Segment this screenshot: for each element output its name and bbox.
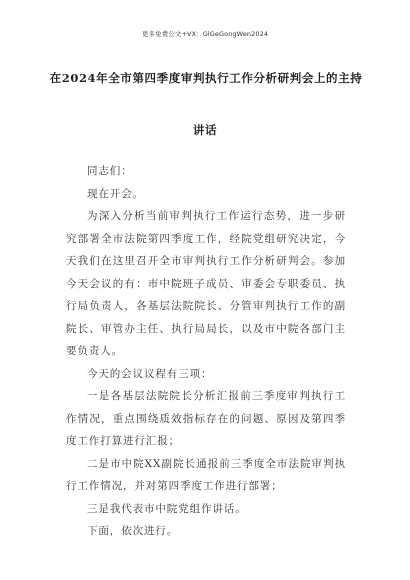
agenda-intro: 今天的会议议程有三项： — [87, 367, 213, 380]
agenda-item-3: 三是我代表市中院党组作讲话。 — [87, 502, 247, 515]
document-title-line2: 讲话 — [192, 123, 218, 137]
salutation: 同志们： — [87, 165, 133, 177]
intro-paragraph: 为深入分析当前审判执行工作运行态势，进一步研究部署全市法院第四季度工作，经院党组研究决定，今天我们在这里召开全市审判执行工作分析研判会。参加今天会议的有：市中院班子成员、审委会专职委员、执行局负责人，各基层法院院长、分管审判执行工作的副院长、审管办主任、执行局局长，以及市中院各部门主要负责人。 — [66, 210, 346, 357]
agenda-item-1: 一是各基层法院院长分析汇报前三季度审判执行工作情况，重点围绕质效指标存在的问题、原因及第四季度工作打算进行汇报； — [66, 390, 346, 447]
opening-line: 现在开会。 — [87, 187, 144, 200]
document-title-line1: 在2024年全市第四季度审判执行工作分析研判会上的主持 — [49, 71, 363, 85]
agenda-item-2: 二是市中院XX副院长通报前三季度全市法院审判执行工作情况，并对第四季度工作进行部署； — [66, 457, 346, 492]
document-body — [66, 160, 346, 543]
header-note: 更多免费公文+VX：GlGeGongWen2024 — [141, 30, 269, 38]
closing-line: 下面，依次进行。 — [87, 525, 179, 537]
